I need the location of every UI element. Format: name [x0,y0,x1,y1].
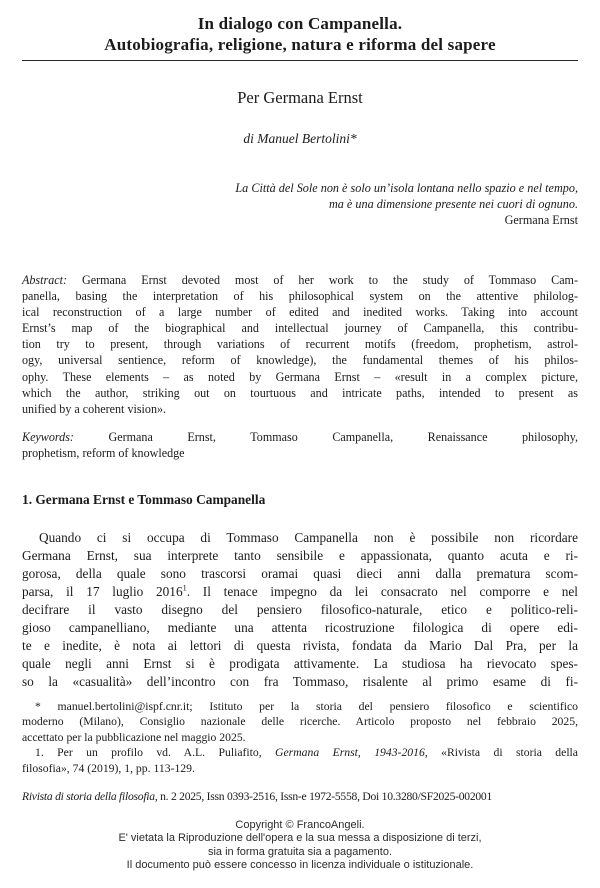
body-line: quale negli anni Ernst si è prodigata attivamente. La studiosa ha rievocato spes- [22,656,578,672]
body-line: decifrare il vasto disegno del pensiero filosofico-naturale, etico e politico-reli- [22,602,578,618]
copyright-line: sia in forma gratuita sia a pagamento. [207,845,393,858]
keywords-line [22,429,578,445]
body-line: te e inedite, è nota ai lettori di questa rivista, fondata da Mario Dal Pra, per la [22,638,578,654]
article-title-line-1: In dialogo con Campanella. [197,14,403,33]
abstract-line: unified by a coherent vision». [22,401,167,416]
footnote-1-work-title: Germana Ernst, 1943-2016 [275,746,425,760]
abstract-label: Abstract: [22,273,68,287]
footnote-star-line: moderno (Milano), Consiglio nazionale delle ricerche. Articolo proposto nel febbraio 2025, [22,715,578,729]
footnotes [22,699,578,776]
footnote-1-line: filosofia», 74 (2019), 1, pp. 113-129. [22,761,195,775]
body-line: gioso campanelliano, mediante una attenta ricostruzione filologica di opere edi- [22,620,578,636]
article-title [22,13,578,55]
footnote-star-line: accettato per la pubblicazione nel maggio 2025. [22,730,246,744]
body-line: Germana Ernst, sua interprete tanto sensibile e appassionata, quanto acuta e ri- [22,548,578,564]
article-title-line-2: Autobiografia, religione, natura e riforma del sapere [104,35,496,54]
keywords-text: Germana Ernst, Tommaso Campanella, Renaissance philosophy, [73,429,578,444]
keywords-label: Keywords: [22,429,74,444]
copyright-line: Il documento può essere concesso in licenza individuale o istituzionale. [126,859,474,872]
abstract-line: Ernst’s map of the biographical and intellectual journey of Campanella, this contribu- [22,321,578,336]
body-line [22,583,578,601]
abstract-line: ophy. These elements – as noted by Germana Ernst – «result in a complex picture, [22,369,578,384]
journal-issue-info: , n. 2 2025, Issn 0393-2516, Issn-e 1972-5558, Doi 10.3280/SF2025-002001 [154,790,493,804]
footnote-1-text: 1. Per un profilo vd. A.L. Puliafito, [35,746,276,760]
keywords-section [22,429,578,461]
section-heading: 1. Germana Ernst e Tommaso Campanella [22,492,266,508]
epigraph-attribution: Germana Ernst [504,213,578,227]
epigraph-line: La Città del Sole non è solo un’isola lontana nello spazio e nel tempo, [235,181,578,195]
body-line: so la «casualità» dell’incontro con fra Tommaso, risalente al primo esame di fi- [22,674,578,690]
title-rule [22,60,578,61]
keywords-line: prophetism, reform of knowledge [22,445,185,460]
abstract-section [22,272,578,417]
epigraph-line: ma è una dimensione presente nei cuori di ognuno. [328,197,578,211]
body-line: gorosa, della quale sono trascorsi oramai quasi dieci anni dalla prematura scom- [22,566,578,582]
footnote-1-line [22,745,578,760]
journal-title: Rivista di storia della filosofia [22,790,155,804]
copyright-block [22,819,578,873]
epigraph [22,180,578,228]
copyright-line: Copyright © FrancoAngeli. [235,819,365,832]
abstract-text: Germana Ernst devoted most of her work to the study of Tommaso Cam- [67,273,578,287]
dedication: Per Germana Ernst [237,88,363,107]
body-text: . Il tenace impegno da lei consacrato nel comporre e nel [186,584,578,600]
abstract-line: ical reconstruction of a large number of edited and inedited works. Taking into account [22,305,578,320]
journal-info-line [22,789,578,804]
abstract-line: tion try to present, through variations of recurrent motifs (freedom, prophetism, astrol- [22,337,578,352]
byline: di Manuel Bertolini* [243,131,357,146]
abstract-line: panella, basing the interpretation of his philosophical system on the attentive philolog- [22,289,578,304]
body-paragraph [22,529,578,691]
body-text: parsa, il 17 luglio 2016 [22,584,183,600]
abstract-line: ogy, universal sentience, reform of knowledge), the fundamental themes of his philos- [22,353,578,368]
abstract-line [22,272,578,288]
article-header [22,13,578,147]
footnote-reference-1: 1 [182,583,187,593]
footnote-star-line: * manuel.bertolini@ispf.cnr.it; Istituto per la storia del pensiero filosofico e scientifico [35,700,578,714]
abstract-line: which the author, striking out on tourtuous and intricate paths, intended to present as [22,385,578,400]
body-line: Quando ci si occupa di Tommaso Campanella non è possibile non ricordare [39,530,578,546]
footnote-1-text: , «Rivista di storia della [424,746,578,760]
copyright-line: E' vietata la Riproduzione dell'opera e la sua messa a disposizione di terzi, [118,832,482,845]
